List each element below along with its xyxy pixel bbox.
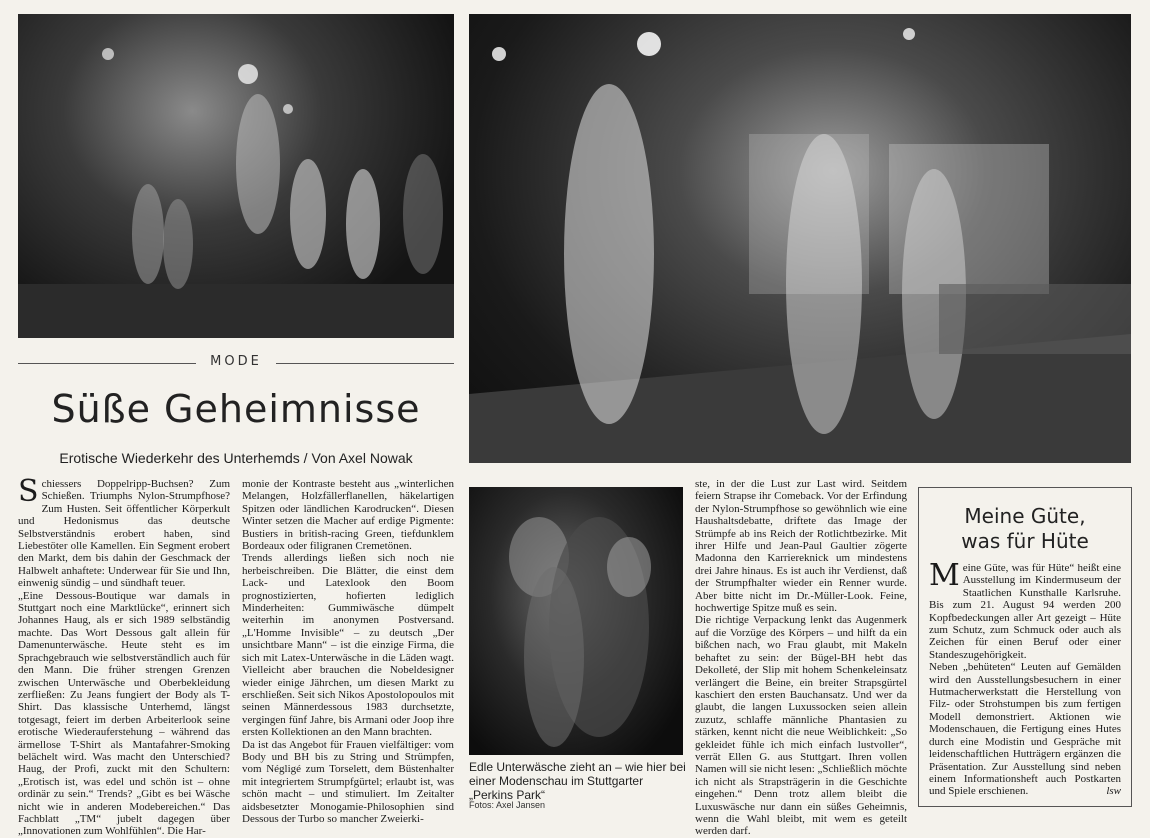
photo-credit: Fotos: Axel Jansen bbox=[469, 800, 546, 810]
sidebar-box-title bbox=[929, 504, 1121, 554]
runway-photo-left-graphic bbox=[18, 14, 454, 338]
sidebar-paragraph bbox=[929, 661, 1121, 797]
runway-photo-right-graphic bbox=[469, 14, 1131, 463]
photo-caption: Edle Unterwäsche zieht an – wie hier bei einer Modenschau im Stuttgarter „Perkins Park“ bbox=[469, 760, 686, 802]
article-paragraph: ste, in der die Lust zur Last wird. Seitdem feiern Strapse ihr Comeback. Vor der Erfindung der Nylon-Strumpfhose so gewöhnlich wie eine Haushaltsdebatte, driftete das Image der Strümpfe ab ins Reich der Rotlichtbezirke. Mit ihrer Hilfe und Jean-Paul Gaultier zögerte Madonna den Karriereknick um mindestens drei Jahre hinaus. Es ist auch ihr Verdienst, daß der Strumpfhalter wieder ein Renner wurde. Aber bitte nicht im Dr.-Müller-Look. Feine, hochwertige Spitze muß es sein. bbox=[695, 478, 907, 615]
article-paragraph: Trends allerdings ließen sich noch nie herbeischreiben. Die Blätter, die einst dem Lack- und Latexlook den Boom prognostizierten, hofierten lediglich Minderheiten: Gummiwäsche dümpelt weiterhin im anonymen Postversand. „L'Homme Invisible“ – zu deutsch „Der unsichtbare Mann“ – ist die einzige Firma, die sich mit Latex-Unterwäsche in die Läden wagt. Vielleicht aber brauchen die Nobeldesigner wieder einige Jährchen, um diesen Markt zu erschließen. Seit sich Nikos Apostolopoulos mit seinen Männerdessous 1983 durchsetzte, vergingen fünf Jahre, bis Armani oder Joop ihre ersten Kollektionen an den Mann brachten. bbox=[242, 552, 454, 739]
article-paragraph: Da ist das Angebot für Frauen vielfältiger: vom Body und BH bis zu String und Strümpfen, vom Négligé zum Torselett, dem Büstenhalter mit integriertem Strumpfgürtel; erlaubt ist, was schön macht – und stimuliert. Im Zeitalter aidsbesetzter Monogamie-Philosophien sind Dessous der Turbo so mancher Zweierki- bbox=[242, 738, 454, 825]
article-subtitle: Erotische Wiederkehr des Unterhemds / Von Axel Nowak bbox=[59, 450, 413, 466]
sidebar-box-title-line: was für Hüte bbox=[961, 529, 1089, 553]
article-paragraph: „Eine Dessous-Boutique war damals in Stuttgart noch eine Marktlücke“, erinnert sich Johannes Haug, als er sich 1989 selbständig machte. Das Wort Dessous galt allein für Damenunterwäsche. Heute steht es im Sprachgebrauch wie selbstverständlich auch für den Mann. Die früher strengen Grenzen zwischen Unterwäsche und Oberbekleidung zerfließen: Zu Jeans fungiert der Body als T-Shirt. Das klassische Unterhemd, längst totgesagt, feiert im derben Arbeiterlook seine erotische Wiederauferstehung – während das ärmellose T-Shirt als Mantafahrer-Smoking belächelt wird. Was macht den Unterschied? Haug, der Profi, zuckt mit den Schultern: „Erotisch ist, was edel und schön ist – ohne ordinär zu sein.“ Trends? „Gibt es bei Wäsche nicht wie in anderen Modebereichen.“ Das Fachblatt „TM“ jubelt dagegen über „Innovationen zum Wohlfühlen“. Die Har- bbox=[18, 589, 230, 838]
section-kicker bbox=[18, 354, 454, 374]
couple-photo bbox=[469, 487, 683, 755]
dropcap: S bbox=[18, 474, 39, 509]
section-label: MODE bbox=[210, 354, 262, 369]
sidebar-box-body bbox=[929, 558, 1121, 798]
article-paragraph bbox=[18, 474, 230, 590]
article-column-1 bbox=[18, 474, 230, 838]
sidebar-paragraph bbox=[929, 558, 1121, 661]
article-paragraph: Die richtige Verpackung lenkt das Augenmerk auf die Vorzüge des Körpers – und hilft da ein bißchen nach, wo Frau glaubt, mit Makeln behaftet zu sein: der Bügel-BH hebt das Dekolleté, der Slip mit hohem Schenkeleinsatz verlängert die Beine, ein breiter Strapsgürtel kaschiert den ersten Bauchansatz. Und wer da glaubt, die langen Luxussocken seien allein zuzutz, schlaffe männliche Phantasien zu stärken, kennt nicht die neue Weiblichkeit: „So gekleidet fühle ich mich einfach lustvoller“, verrät Ellen G. aus Stuttgart. Ihren vollen Namen will sie nicht lesen: „Schließlich möchte ich nicht als Strapsträgerin in die Geschichte eingehen.“ Denn trotz allem bleibt die Luxuswäsche nur dann ein süßes Geheimnis, wenn die Wahl bleibt, mit wem es geteilt werden darf. bbox=[695, 614, 907, 838]
paragraph-text: eine Güte, was für Hüte“ heißt eine Ausstellung im Kindermuseum der Staatlichen Kunsthalle Karlsruhe. Bis zum 21. August 94 werden 200 Kopfbedeckungen aller Art gezeigt – Hüte zum Schutz, zum Schmuck oder auch als Zeichen für einen Beruf oder einer Standeszugehörigkeit. bbox=[929, 562, 1121, 661]
runway-photo-right bbox=[469, 14, 1131, 463]
author-signature: lsw bbox=[1106, 785, 1121, 798]
sidebar-box bbox=[918, 487, 1132, 807]
kicker-rule-right bbox=[276, 363, 454, 364]
couple-photo-graphic bbox=[469, 487, 683, 755]
article-headline: Süße Geheimnisse bbox=[51, 387, 421, 431]
dropcap: M bbox=[929, 558, 960, 593]
paragraph-text: chiessers Doppelripp-Buchsen? Zum Schießen. Triumphs Nylon-Strumpfhose? Zum Husten. Seit öffentlicher Körperkult und Hedonismus das deutsche Selbstverständnis erobert haben, sind Liebestöter olle Kamellen. Ein Segment erobert den Markt, dem bis dahin der Geschmack der Halbwelt anhaftete: Underwear für Sie und Ihn, einwenig sündig – und sündhaft teuer. bbox=[18, 478, 230, 590]
runway-photo-left bbox=[18, 14, 454, 338]
article-column-2 bbox=[242, 478, 454, 825]
paragraph-text: Neben „behüteten“ Leuten auf Gemälden wird den Ausstellungsbesuchern in einer Hutmacherwerkstatt die Herstellung von Filz- oder Strohstumpen bis zum fertigen Modell demonstriert. Aktionen wie Modenschauen, die Fertigung eines Hutes durch eine Modistin und Gespräche mit leidenschaftlichen Hutträgern ergänzen die Präsentation. Zur Ausstellung sind neben einem Informationsheft auch Postkarten und Spiele erschienen. bbox=[929, 661, 1121, 798]
article-paragraph: monie der Kontraste besteht aus „winterlichen Melangen, Holzfällerflanellen, häkelartigen Spitzen oder ländlichen Karodrucken“. Diesen Winter setzen die Macher auf erdige Pigmente: Bustiers in british-racing Green, tiefdunklem Bordeaux oder filigranen Cremetönen. bbox=[242, 478, 454, 553]
article-column-3 bbox=[695, 478, 907, 838]
sidebar-box-title-line: Meine Güte, bbox=[964, 504, 1086, 528]
